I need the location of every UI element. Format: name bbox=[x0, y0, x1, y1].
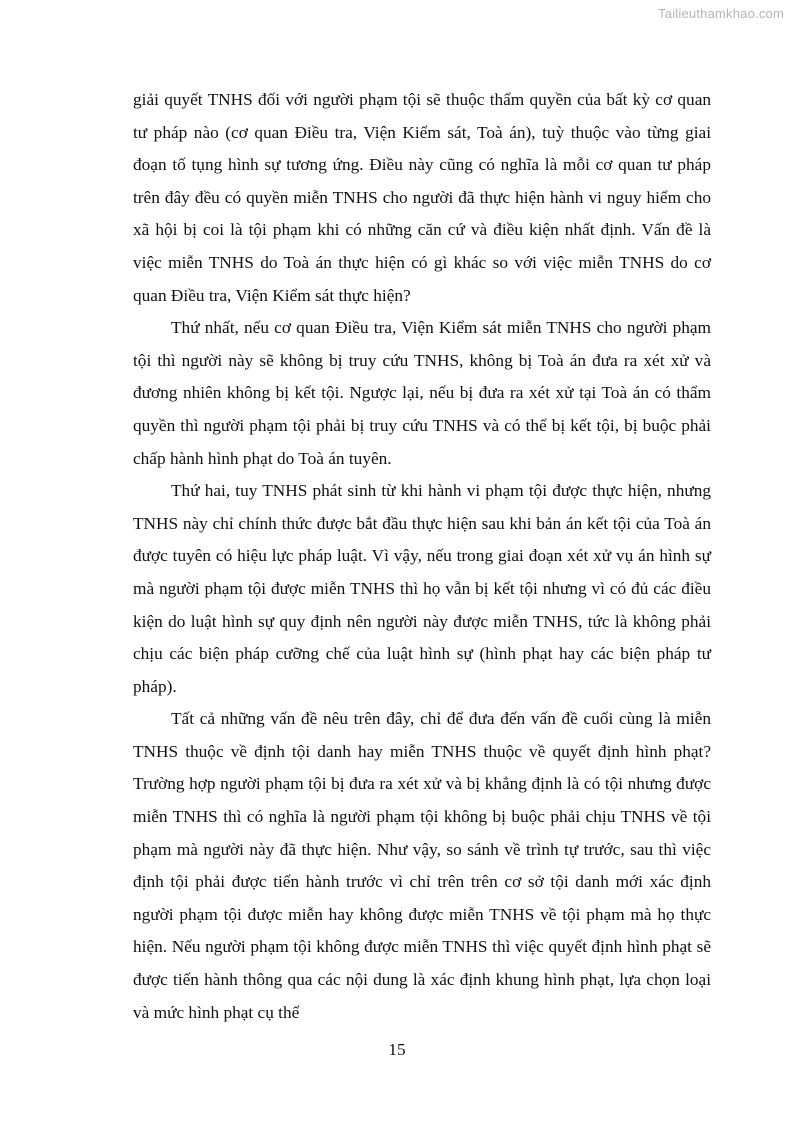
watermark-text: Tailieuthamkhao.com bbox=[658, 6, 784, 21]
paragraph-thu-hai: Thứ hai, tuy TNHS phát sinh từ khi hành vi phạm tội được thực hiện, nhưng TNHS này chỉ chính thức được bắt đầu thực hiện sau khi bản án kết tội của Toà án được tuyên có hiệu lực pháp luật. Vì vậy, nếu trong giai đoạn xét xử vụ án hình sự mà người phạm tội được miễn TNHS thì họ vẫn bị kết tội nhưng vì có đủ các điều kiện do luật hình sự quy định nên người này được miễn TNHS, tức là không phải chịu các biện pháp cưỡng chế của luật hình sự (hình phạt hay các biện pháp tư pháp). bbox=[133, 481, 711, 696]
paragraph-tat-ca: Tất cả những vấn đề nêu trên đây, chỉ để đưa đến vấn đề cuối cùng là miễn TNHS thuộc về định tội danh hay miễn TNHS thuộc về quyết định hình phạt? Trường hợp người phạm tội bị đưa ra xét xử và bị khẳng định là có tội nhưng được miễn TNHS thì có nghĩa là người phạm tội không bị buộc phải chịu TNHS về tội phạm mà người này đã thực hiện. Như vậy, so sánh về trình tự trước, sau thì việc định tội phải được tiến hành trước vì chỉ trên trên cơ sở tội danh mới xác định người phạm tội được miễn hay không được miễn TNHS về tội phạm mà họ thực hiện. Nếu người phạm tội không được miễn TNHS thì việc quyết định hình phạt sẽ được tiến hành thông qua các nội dung là xác định khung hình phạt, lựa chọn loại và mức hình phạt cụ thể bbox=[133, 709, 711, 1022]
paragraph-thu-nhat: Thứ nhất, nếu cơ quan Điều tra, Viện Kiểm sát miễn TNHS cho người phạm tội thì người này sẽ không bị truy cứu TNHS, không bị Toà án đưa ra xét xử và đương nhiên không bị kết tội. Ngược lại, nếu bị đưa ra xét xử tại Toà án có thẩm quyền thì người phạm tội phải bị truy cứu TNHS và có thể bị kết tội, bị buộc phải chấp hành hình phạt do Toà án tuyên. bbox=[133, 318, 711, 468]
page-number: 15 bbox=[388, 1040, 406, 1059]
paragraph-continued: giải quyết TNHS đối với người phạm tội sẽ thuộc thẩm quyền của bất kỳ cơ quan tư pháp nào (cơ quan Điều tra, Viện Kiểm sát, Toà án), tuỳ thuộc vào từng giai đoạn tố tụng hình sự tương ứng. Điều này cũng có nghĩa là mỗi cơ quan tư pháp trên đây đều có quyền miễn TNHS cho người đã thực hiện hành vi nguy hiểm cho xã hội bị coi là tội phạm khi có những căn cứ và điều kiện nhất định. Vấn đề là việc miễn TNHS do Toà án thực hiện có gì khác so với việc miễn TNHS do cơ quan Điều tra, Viện Kiểm sát thực hiện? bbox=[133, 90, 711, 305]
page-body bbox=[133, 84, 711, 1029]
